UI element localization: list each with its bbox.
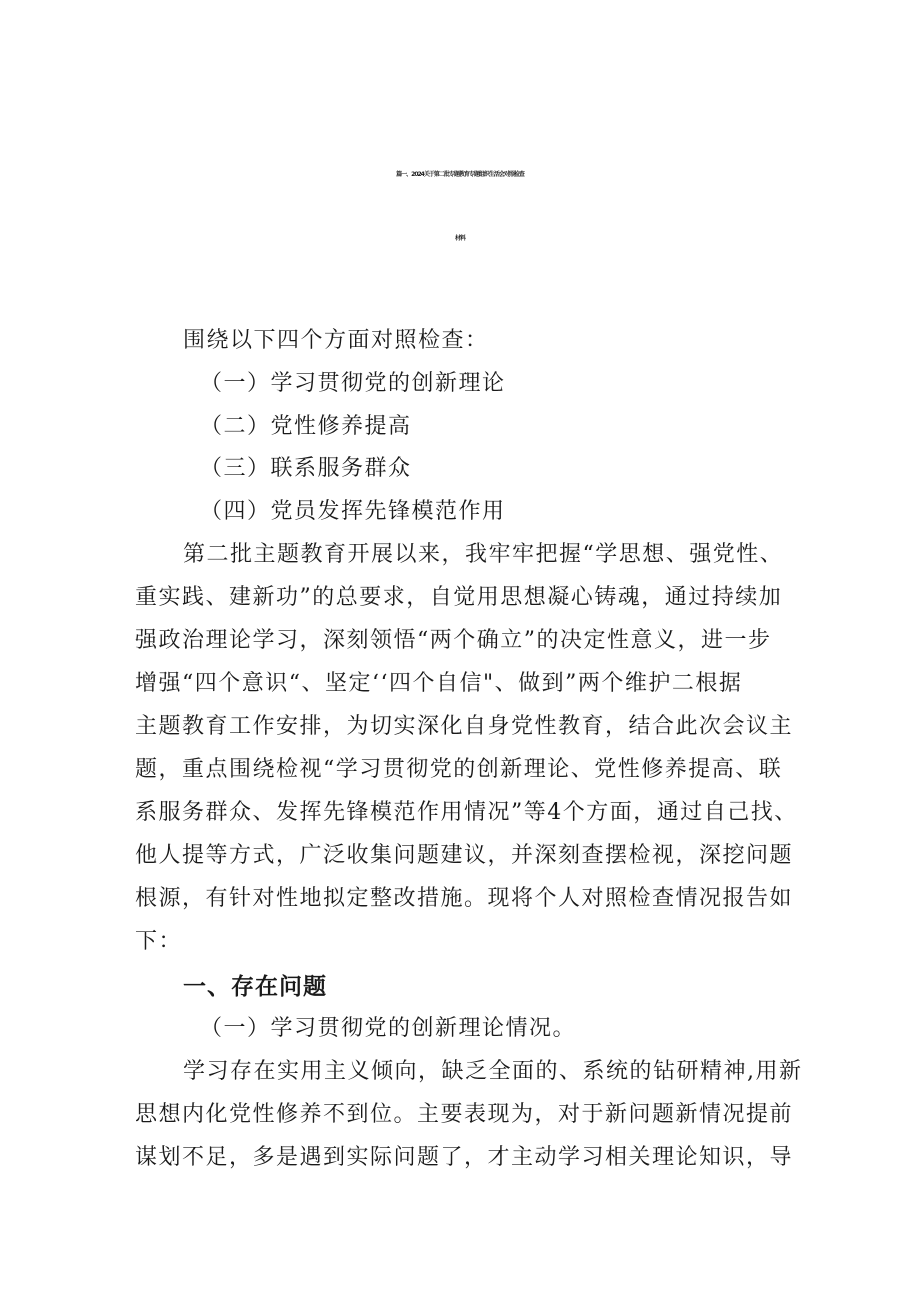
paragraph-line: 思想内化党性修养不到位。主要表现为，对于新问题新情况提前 bbox=[135, 1102, 794, 1127]
section-heading: 一、存在问题 bbox=[183, 974, 327, 1000]
paragraph-line: 下： bbox=[135, 929, 183, 954]
paragraph-line: 主题教育工作安排，为切实深化自身党性教育，结合此次会议主 bbox=[135, 714, 794, 739]
paragraph-line: 题，重点围绕检视“学习贯彻党的创新理论、党性修养提高、联 bbox=[135, 757, 783, 782]
paragraph-line: 根源，有针对性地拟定整改措施。现将个人对照检查情况报告如 bbox=[135, 886, 794, 911]
subsection-heading: （一）学习贯彻党的创新理论情况。 bbox=[200, 1016, 577, 1041]
aspect-item: （四）党员发挥先锋模范作用 bbox=[200, 499, 506, 524]
document-title-line-1: 篇一、2024关于第二批专题教育专题组织生活会对照检查 bbox=[396, 171, 524, 178]
aspect-item: （一）学习贯彻党的创新理论 bbox=[200, 371, 506, 396]
paragraph-line: 谋划不足，多是遇到实际问题了，才主动学习相关理论知识，导 bbox=[135, 1145, 794, 1170]
paragraph-line: 重实践、建新功”的总要求，自觉用思想凝心铸魂，通过持续加 bbox=[135, 585, 783, 610]
paragraph-line: 学习存在实用主义倾向，缺乏全面的、系统的钻研精神,用新 bbox=[183, 1059, 803, 1084]
aspect-item: （二）党性修养提高 bbox=[200, 414, 412, 439]
paragraph-line: 他人提等方式，广泛收集问题建议，并深刻查摆检视，深挖问题 bbox=[135, 843, 794, 868]
paragraph-line: 增强“四个意识“、坚定‘‘四个自信"、做到”两个维护二根据 bbox=[135, 671, 743, 696]
aspect-item: （三）联系服务群众 bbox=[200, 456, 412, 481]
intro-text: 围绕以下四个方面对照检查： bbox=[183, 328, 489, 353]
paragraph-line: 强政治理论学习，深刻领悟“两个确立”的决定性意义，进一步 bbox=[135, 628, 772, 653]
paragraph-line: 系服务群众、发挥先锋模范作用情况”等4个方面，通过自己找、 bbox=[135, 800, 798, 825]
document-title-line-2: 材料 bbox=[454, 235, 465, 242]
paragraph-line: 第二批主题教育开展以来，我牢牢把握“学思想、强党性、 bbox=[183, 542, 784, 567]
